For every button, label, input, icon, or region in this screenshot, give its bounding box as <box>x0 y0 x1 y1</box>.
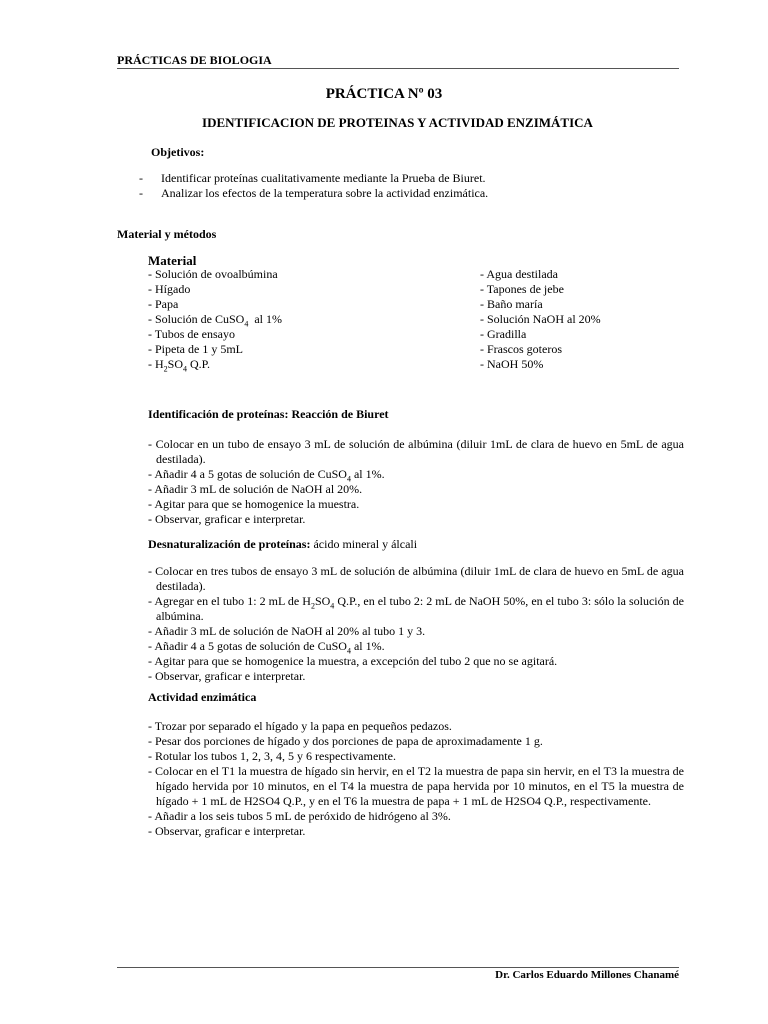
procedure-step: - Agitar para que se homogenice la muestra. <box>148 497 360 511</box>
section-heading-biuret: Identificación de proteínas: Reacción de Biuret <box>148 407 389 421</box>
material-item: - Baño maría <box>480 297 543 311</box>
procedure-step: - Añadir 3 mL de solución de NaOH al 20%. <box>148 482 363 496</box>
objectives-heading: Objetivos: <box>151 145 205 159</box>
objective-item: - Analizar los efectos de la temperatura sobre la actividad enzimática. <box>139 186 489 200</box>
header-rule <box>117 68 679 69</box>
material-item: - Solución de ovoalbúmina <box>148 267 278 281</box>
procedure-step: - Colocar en el T1 la muestra de hígado sin hervir, en el T2 la muestra de papa sin hervir, en el T3 la muestra de hígado hervida por 10 minutos, en el T4 la muestra de papa hervida por 10 minutos, en el T5 la muestra de hígado + 1 mL de H2SO4 Q.P., y en el T6 la muestra de papa + 1 mL de H2SO4 Q.P., respectivamente. <box>148 764 684 808</box>
material-item: - Hígado <box>148 282 191 296</box>
procedure-step: - Observar, graficar e interpretar. <box>148 824 306 838</box>
procedure-step: - Colocar en tres tubos de ensayo 3 mL de solución de albúmina (diluir 1mL de clara de huevo en 5mL de agua destilada). <box>148 564 684 593</box>
procedure-step: - Añadir 3 mL de solución de NaOH al 20% al tubo 1 y 3. <box>148 624 426 638</box>
denaturation-steps <box>148 564 684 684</box>
footer-rule <box>117 967 679 968</box>
material-heading: Material <box>148 253 197 268</box>
page-subtitle: IDENTIFICACION DE PROTEINAS Y ACTIVIDAD ENZIMÁTICA <box>202 115 593 130</box>
procedure-step: - Agregar en el tubo 1: 2 mL de $H_2SO_4$ Q.P., en el tubo 2: 2 mL de NaOH 50%, en el tubo 3: sólo la solución de albúmina. <box>148 594 684 623</box>
material-item: - Tapones de jebe <box>480 282 564 296</box>
section-heading-enzyme: Actividad enzimática <box>148 690 257 704</box>
material-item: - Tubos de ensayo <box>148 327 236 341</box>
objective-item: - Identificar proteínas cualitativamente mediante la Prueba de Biuret. <box>139 171 486 185</box>
material-item: - Solución de CuSO$_4$ al 1% <box>148 312 282 329</box>
footer-author: Dr. Carlos Eduardo Millones Chanamé <box>495 969 679 981</box>
material-item: - Frascos goteros <box>480 342 562 356</box>
page-title: PRÁCTICA Nº 03 <box>325 86 443 102</box>
procedure-step: - Añadir 4 a 5 gotas de solución de CuSO$_4$ al 1%. <box>148 639 385 656</box>
procedure-step: - Observar, graficar e interpretar. <box>148 512 306 526</box>
procedure-step: - Colocar en un tubo de ensayo 3 mL de solución de albúmina (diluir 1mL de clara de huevo en 5mL de agua destilada). <box>148 437 684 466</box>
material-item: - Agua destilada <box>480 267 558 281</box>
procedure-step: - Añadir 4 a 5 gotas de solución de CuSO$_4$ al 1%. <box>148 467 385 484</box>
biuret-steps <box>148 437 684 527</box>
material-list-left <box>148 267 282 372</box>
enzyme-steps <box>148 719 684 839</box>
material-item: - $H_2SO_4$ Q.P. <box>148 357 211 374</box>
running-header: PRÁCTICAS DE BIOLOGIA <box>117 53 272 67</box>
material-item: - Solución NaOH al 20% <box>480 312 601 326</box>
section-heading-methods: Material y métodos <box>117 227 217 241</box>
procedure-step: - Pesar dos porciones de hígado y dos porciones de papa de aproximadamente 1 g. <box>148 734 543 748</box>
material-item: - NaOH 50% <box>480 357 544 371</box>
section-heading-denaturation: Desnaturalización de proteínas: ácido mineral y álcali <box>148 537 418 551</box>
procedure-step: - Agitar para que se homogenice la muestra, a excepción del tubo 2 que no se agitará. <box>148 654 558 668</box>
material-list-right <box>480 267 601 372</box>
procedure-step: - Añadir a los seis tubos 5 mL de peróxido de hidrógeno al 3%. <box>148 809 451 823</box>
material-item: - Pipeta de 1 y 5mL <box>148 342 243 356</box>
procedure-step: - Observar, graficar e interpretar. <box>148 669 306 683</box>
material-item: - Gradilla <box>480 327 527 341</box>
material-item: - Papa <box>148 297 179 311</box>
procedure-step: - Rotular los tubos 1, 2, 3, 4, 5 y 6 respectivamente. <box>148 749 396 763</box>
procedure-step: - Trozar por separado el hígado y la papa en pequeños pedazos. <box>148 719 452 733</box>
